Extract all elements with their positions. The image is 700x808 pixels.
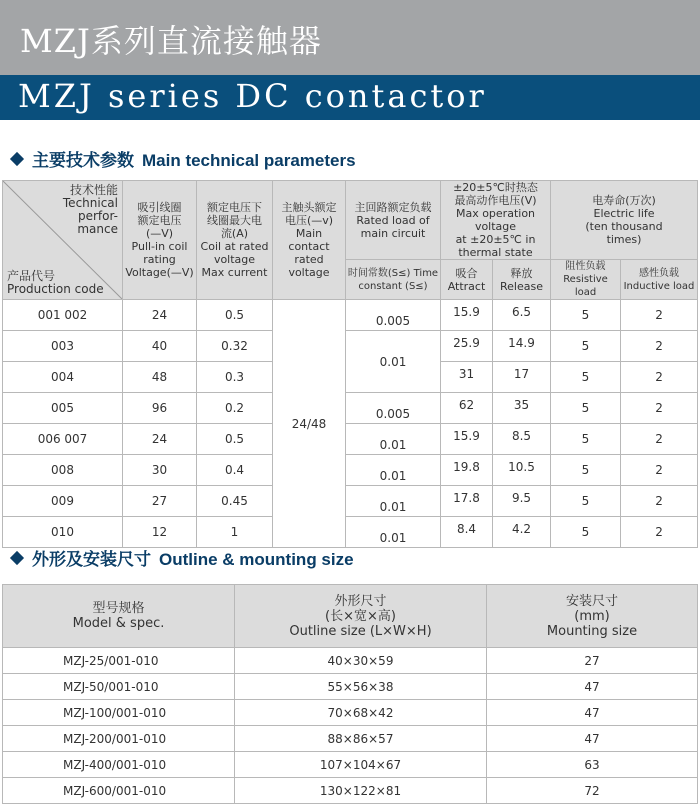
subheader-resistive-load [551, 260, 621, 300]
table-row [3, 331, 698, 362]
cell-inductive-life: 2 [621, 455, 698, 486]
header-line: 产品代号 [7, 269, 56, 283]
header-line: Inductive load [623, 280, 695, 292]
header-line: 最高动作电压(V) [454, 194, 537, 207]
table-row [3, 752, 698, 778]
section-heading-size [8, 545, 354, 570]
cell-coil-current: 0.5 [197, 424, 273, 455]
cell-coil-current: 1 [197, 517, 273, 548]
cell-coil-current: 0.5 [197, 300, 273, 331]
cell-coil-current: 0.45 [197, 486, 273, 517]
cell-model-spec: MZJ-200/001-010 [3, 726, 235, 752]
cell-attract-voltage: 19.8 [441, 455, 493, 486]
cell-attract-voltage: 8.4 [441, 517, 493, 548]
cell-coil-current: 0.32 [197, 331, 273, 362]
table-row [3, 393, 698, 424]
cell-product-code: 001 002 [3, 300, 123, 331]
header-line: (长×宽×高) [325, 608, 396, 624]
header-line: Electric life [593, 207, 655, 220]
header-line: at ±20±5℃ in [455, 233, 536, 246]
header-line: main circuit [360, 226, 426, 240]
corner-header-cell [3, 181, 123, 300]
cell-pullin-voltage: 24 [123, 424, 197, 455]
cell-pullin-voltage: 24 [123, 300, 197, 331]
header-line: 流(A) [220, 227, 249, 240]
header-line: rated [294, 253, 324, 266]
header-line: 电压(—v) [284, 214, 334, 227]
header-line: Technical [62, 196, 118, 210]
cell-attract-voltage: 31 [441, 362, 493, 393]
cell-inductive-life: 2 [621, 424, 698, 455]
header-line: 感性负载 [639, 267, 679, 279]
cell-resistive-life: 5 [551, 300, 621, 331]
cell-resistive-life: 5 [551, 362, 621, 393]
cell-product-code: 004 [3, 362, 123, 393]
header-line: perfor- [78, 209, 118, 223]
header-line: (ten thousand [585, 220, 663, 233]
cell-outline-size: 70×68×42 [235, 700, 487, 726]
header-line: Production code [7, 282, 104, 296]
cell-outline-size: 55×56×38 [235, 674, 487, 700]
header-line: Coil at rated [200, 240, 269, 253]
section-title-en: Outline & mounting size [159, 550, 354, 569]
header-line: 电寿命(万次) [592, 194, 656, 207]
cell-model-spec: MZJ-400/001-010 [3, 752, 235, 778]
header-line: rating [143, 253, 176, 266]
table-row [3, 778, 698, 804]
cell-outline-size: 88×86×57 [235, 726, 487, 752]
subheader-release [493, 260, 551, 300]
header-line: Outline size (L×W×H) [289, 623, 432, 639]
cell-resistive-life: 5 [551, 486, 621, 517]
cell-inductive-life: 2 [621, 393, 698, 424]
cell-time-constant: 0.01 [346, 455, 441, 486]
cell-outline-size: 40×30×59 [235, 648, 487, 674]
cell-release-voltage: 35 [493, 393, 551, 424]
cell-mounting-size: 27 [487, 648, 698, 674]
header-line: 吸合 [455, 266, 478, 280]
cell-inductive-life: 2 [621, 486, 698, 517]
cell-product-code: 005 [3, 393, 123, 424]
section-title-cn: 外形及安装尺寸 [32, 550, 151, 570]
cell-coil-current: 0.3 [197, 362, 273, 393]
col-header-rated-load [346, 181, 441, 260]
cell-product-code: 003 [3, 331, 123, 362]
cell-pullin-voltage: 96 [123, 393, 197, 424]
cell-release-voltage: 14.9 [493, 331, 551, 362]
header-line: 阻性负载 [565, 261, 606, 272]
cell-model-spec: MZJ-100/001-010 [3, 700, 235, 726]
cell-resistive-life: 5 [551, 455, 621, 486]
cell-time-constant: 0.01 [346, 331, 441, 393]
cell-product-code: 009 [3, 486, 123, 517]
cell-outline-size: 107×104×67 [235, 752, 487, 778]
cell-model-spec: MZJ-25/001-010 [3, 648, 235, 674]
header-line: Model & spec. [72, 616, 165, 631]
diamond-bullet-icon [10, 152, 24, 166]
cell-resistive-life: 5 [551, 424, 621, 455]
cell-inductive-life: 2 [621, 517, 698, 548]
cell-pullin-voltage: 12 [123, 517, 197, 548]
cell-release-voltage: 6.5 [493, 300, 551, 331]
col-header-electric-life [551, 181, 698, 260]
header-line: 吸引线圈 [137, 201, 182, 214]
header-line: 释放 [510, 266, 533, 280]
header-line: Rated load of [356, 213, 430, 227]
header-line: 线圈最大电 [207, 214, 262, 227]
cell-inductive-life: 2 [621, 300, 698, 331]
header-line: Pull-in coil [131, 240, 188, 253]
header-line: 主回路额定负载 [354, 200, 432, 214]
subheader-inductive-load [621, 260, 698, 300]
col-header-main-contact-voltage [273, 181, 346, 300]
cell-mounting-size: 47 [487, 700, 698, 726]
header-line: 额定电压下 [207, 201, 262, 214]
col-header-mounting-size [487, 585, 698, 648]
cell-attract-voltage: 25.9 [441, 331, 493, 362]
cell-release-voltage: 9.5 [493, 486, 551, 517]
cell-product-code: 008 [3, 455, 123, 486]
header-line: Max current [201, 266, 268, 279]
table-row [3, 517, 698, 548]
header-line: mance [77, 222, 118, 236]
cell-release-voltage: 4.2 [493, 517, 551, 548]
cell-mounting-size: 47 [487, 726, 698, 752]
cell-product-code: 006 007 [3, 424, 123, 455]
cell-outline-size: 130×122×81 [235, 778, 487, 804]
header-band-en [0, 75, 700, 120]
cell-resistive-life: 5 [551, 517, 621, 548]
subheader-attract [441, 260, 493, 300]
table-row [3, 300, 698, 331]
header-line: voltage [288, 266, 330, 279]
cell-attract-voltage: 17.8 [441, 486, 493, 517]
cell-release-voltage: 10.5 [493, 455, 551, 486]
params-table [2, 180, 698, 548]
table-row [3, 486, 698, 517]
table-row [3, 424, 698, 455]
cell-inductive-life: 2 [621, 331, 698, 362]
size-table [2, 584, 698, 804]
header-band-cn [0, 0, 700, 75]
cell-mounting-size: 63 [487, 752, 698, 778]
header-line: 安装尺寸 [565, 593, 618, 609]
cell-pullin-voltage: 40 [123, 331, 197, 362]
header-line: Mounting size [546, 623, 638, 639]
header-line: 型号规格 [92, 601, 145, 616]
cell-time-constant: 0.01 [346, 486, 441, 517]
cell-pullin-voltage: 48 [123, 362, 197, 393]
col-header-outline-size [235, 585, 487, 648]
cell-product-code: 010 [3, 517, 123, 548]
header-line: Release [500, 279, 543, 293]
cell-time-constant: 0.01 [346, 517, 441, 548]
header-line: contact [288, 240, 330, 253]
header-line: voltage [213, 253, 256, 266]
header-line: Resistive load [563, 274, 608, 298]
header-line: ±20±5℃时热态 [453, 181, 538, 194]
header-line: Main [295, 227, 323, 240]
page-title-en: MZJ series DC contactor [18, 77, 487, 115]
page-title-cn: MZJ系列直流接触器 [20, 22, 322, 60]
cell-time-constant: 0.01 [346, 424, 441, 455]
header-line: times) [606, 233, 642, 246]
cell-pullin-voltage: 30 [123, 455, 197, 486]
header-line: Attract [447, 279, 486, 293]
header-line: 技术性能 [69, 183, 118, 197]
diamond-bullet-icon [10, 551, 24, 565]
table-row [3, 674, 698, 700]
section-title-cn: 主要技术参数 [32, 151, 134, 171]
header-line: 额定电压 [137, 214, 182, 227]
cell-attract-voltage: 62 [441, 393, 493, 424]
cell-time-constant: 0.005 [346, 393, 441, 424]
cell-release-voltage: 17 [493, 362, 551, 393]
cell-model-spec: MZJ-50/001-010 [3, 674, 235, 700]
cell-time-constant: 0.005 [346, 300, 441, 331]
subheader-time-constant: 时间常数(S≤) Time constant (S≤) [346, 260, 441, 300]
cell-pullin-voltage: 27 [123, 486, 197, 517]
corner-label-performance [63, 184, 118, 236]
table-row [3, 648, 698, 674]
table-row [3, 455, 698, 486]
header-line: 外形尺寸 [334, 593, 387, 609]
table-row [3, 726, 698, 752]
header-line: Voltage(—V) [125, 266, 194, 279]
header-line: (mm) [574, 608, 610, 624]
col-header-max-operation-voltage [441, 181, 551, 260]
cell-mounting-size: 72 [487, 778, 698, 804]
cell-release-voltage: 8.5 [493, 424, 551, 455]
col-header-pullin-voltage [123, 181, 197, 300]
col-header-coil-current [197, 181, 273, 300]
section-heading-params [8, 146, 356, 171]
table-row [3, 700, 698, 726]
cell-coil-current: 0.4 [197, 455, 273, 486]
cell-attract-voltage: 15.9 [441, 424, 493, 455]
cell-main-contact-voltage: 24/48 [273, 300, 346, 548]
section-title-en: Main technical parameters [142, 151, 356, 170]
cell-attract-voltage: 15.9 [441, 300, 493, 331]
cell-mounting-size: 47 [487, 674, 698, 700]
cell-inductive-life: 2 [621, 362, 698, 393]
cell-resistive-life: 5 [551, 393, 621, 424]
col-header-model [3, 585, 235, 648]
cell-coil-current: 0.2 [197, 393, 273, 424]
header-line: 主触头额定 [281, 201, 337, 214]
cell-model-spec: MZJ-600/001-010 [3, 778, 235, 804]
header-line: Max operation voltage [455, 207, 536, 233]
header-line: thermal state [458, 246, 533, 259]
header-line: (—V) [145, 227, 174, 240]
cell-resistive-life: 5 [551, 331, 621, 362]
corner-label-code [7, 270, 104, 296]
